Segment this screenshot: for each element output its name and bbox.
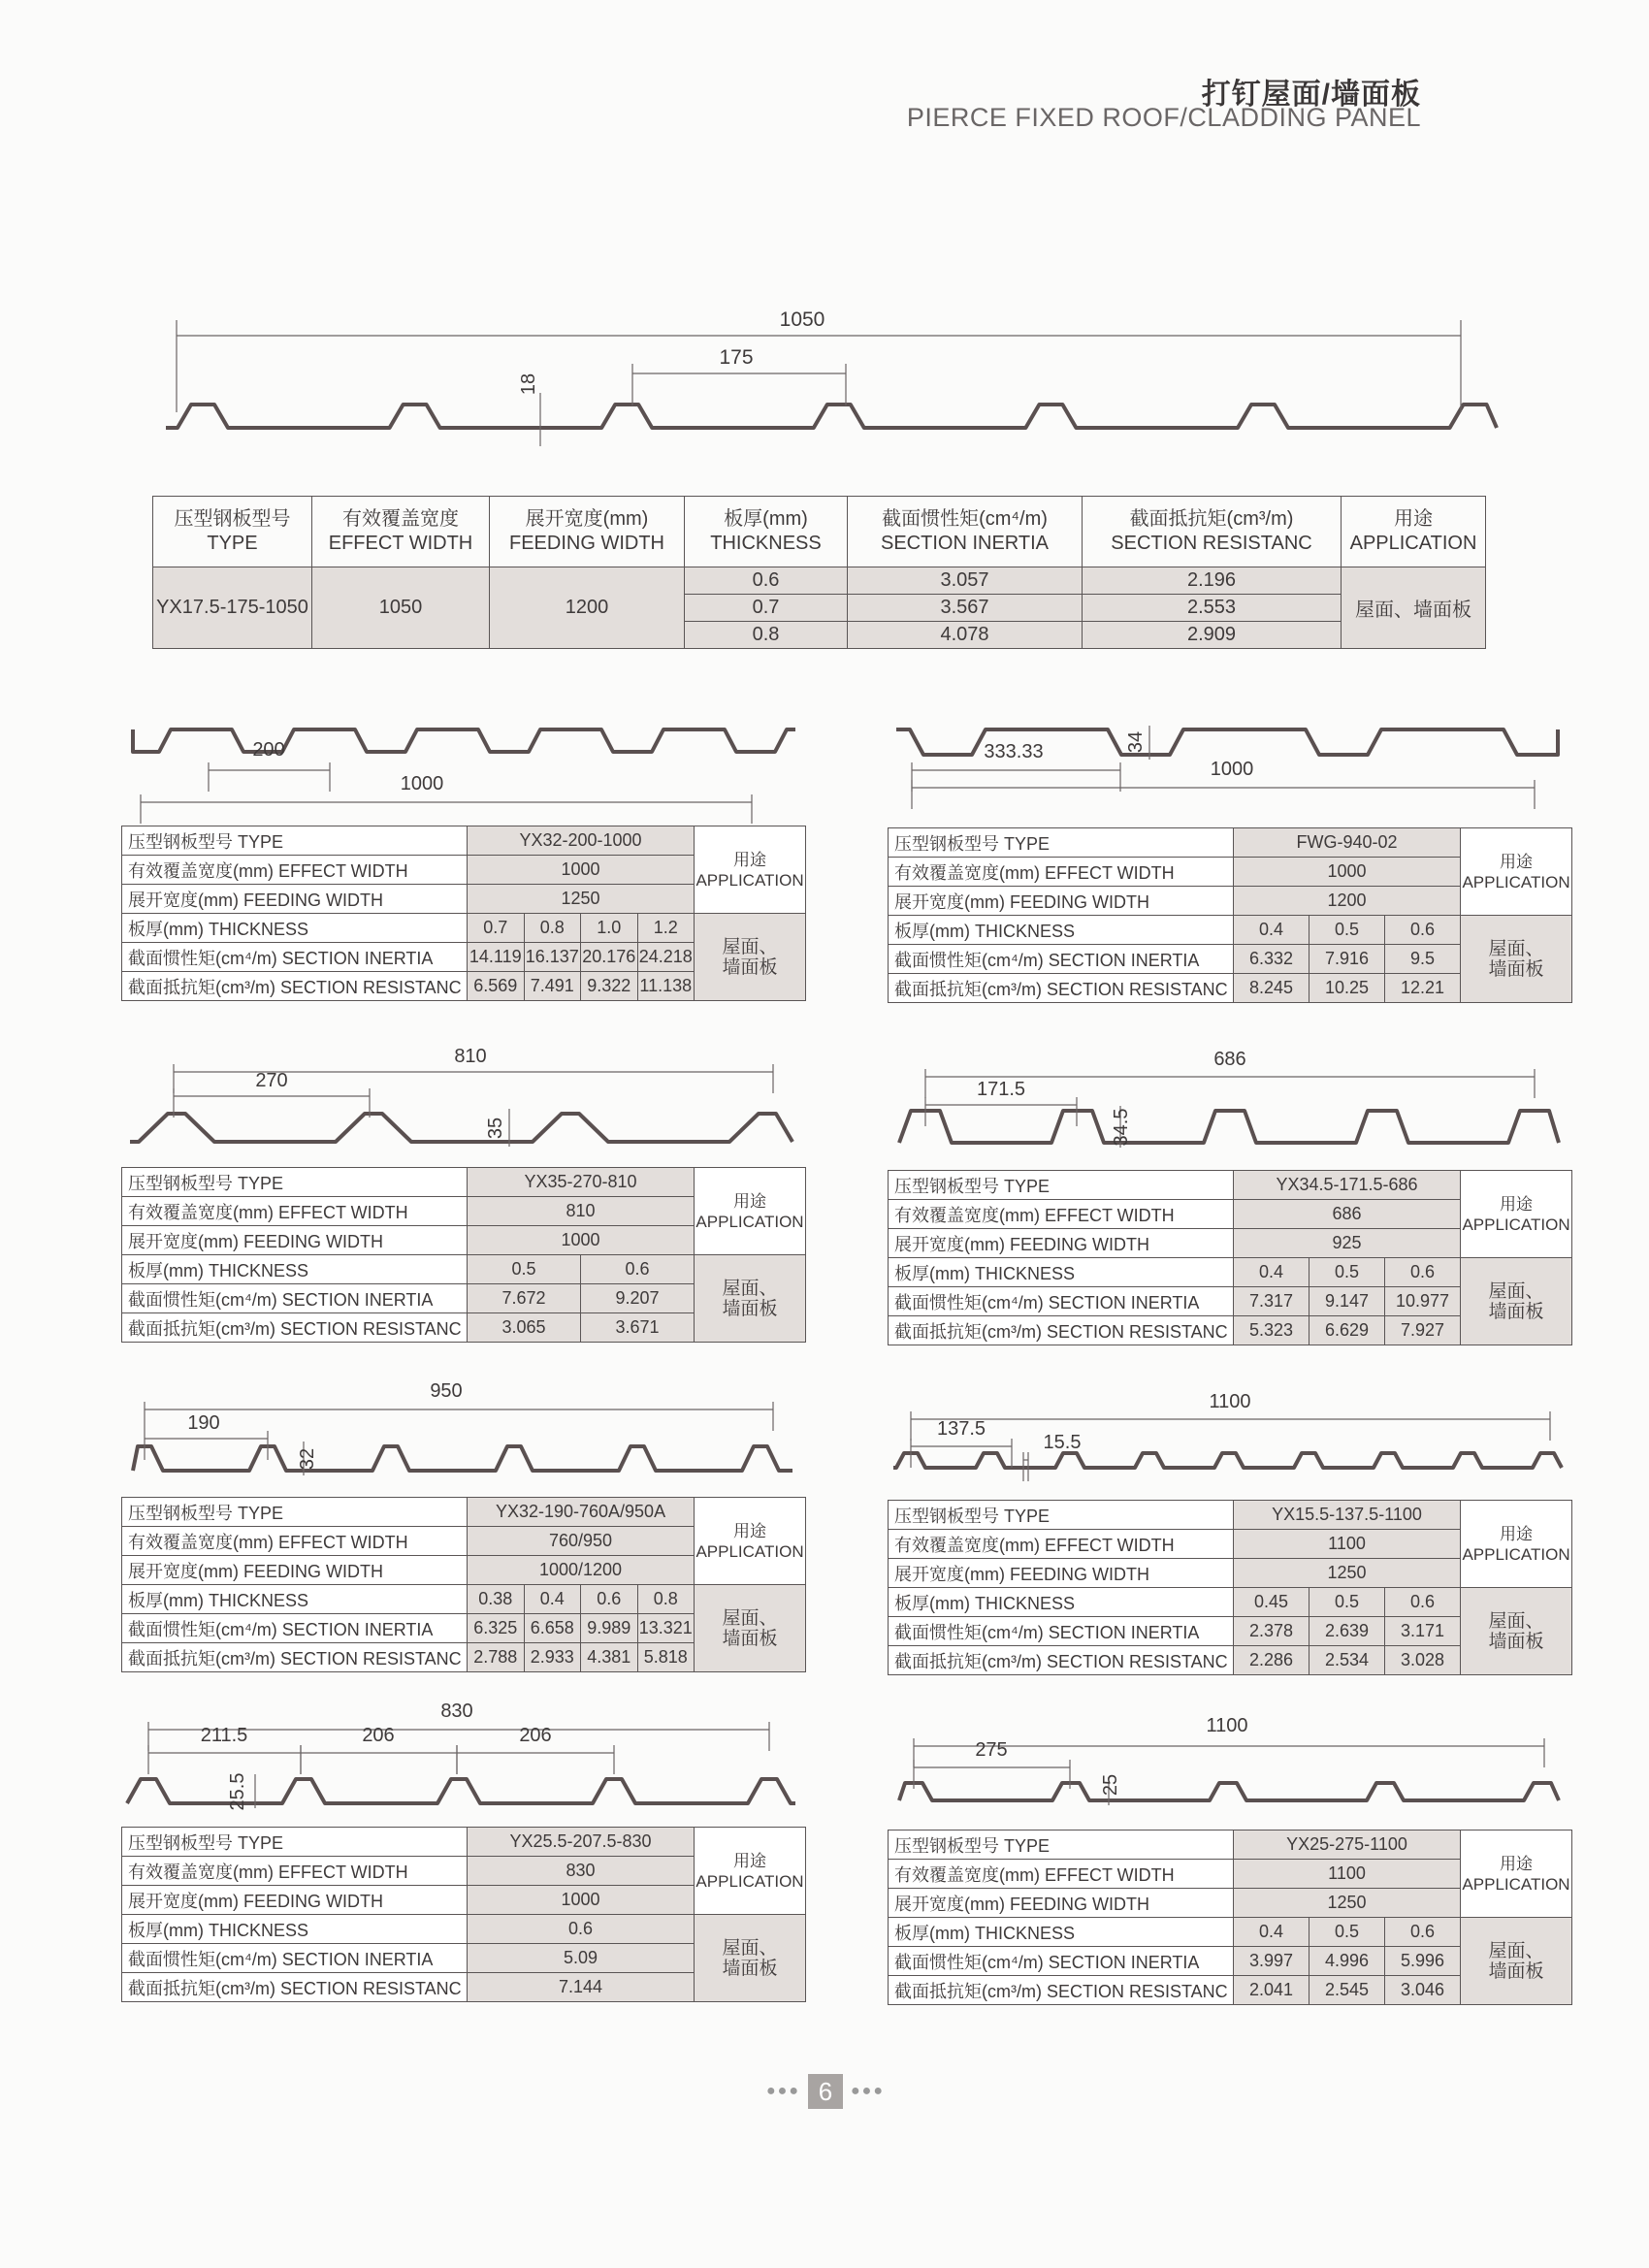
profile-line — [899, 1111, 1559, 1143]
application-header — [1461, 1501, 1572, 1588]
row-label-effect: 有效覆盖宽度(mm) EFFECT WIDTH — [889, 1200, 1234, 1229]
header-cn: 有效覆盖宽度 — [342, 508, 459, 530]
panel-profile-diagram — [888, 711, 1576, 823]
row-label-type: 压型钢板型号 TYPE — [889, 1171, 1234, 1200]
row-label-effect: 有效覆盖宽度(mm) EFFECT WIDTH — [122, 1527, 468, 1556]
cell-inertia: 24.218 — [637, 943, 695, 972]
dim-overall: 1050 — [779, 308, 825, 331]
dimension-label: 270 — [255, 1070, 288, 1091]
cell-inertia: 13.321 — [637, 1614, 695, 1643]
cell-resistance: 7.144 — [468, 1973, 695, 2002]
header-cell — [1083, 497, 1342, 567]
row-label-feeding: 展开宽度(mm) FEEDING WIDTH — [889, 1229, 1234, 1258]
dimension-label: 950 — [430, 1380, 463, 1402]
row-label-feeding: 展开宽度(mm) FEEDING WIDTH — [889, 887, 1234, 916]
row-label-resistance: 截面抵抗矩(cm³/m) SECTION RESISTANC — [122, 1973, 468, 2002]
panel-profile-diagram — [121, 1377, 810, 1489]
dim-pitch: 175 — [719, 346, 754, 369]
cell-inertia: 6.658 — [524, 1614, 581, 1643]
cell-thickness: 0.4 — [1234, 1918, 1310, 1947]
application-cn: 用途 — [733, 1851, 766, 1870]
row-label-type: 压型钢板型号 TYPE — [889, 1501, 1234, 1530]
cell-resistance: 2.041 — [1234, 1976, 1310, 2005]
cell-resistance: 9.322 — [581, 972, 638, 1001]
cell-inertia: 7.672 — [468, 1284, 581, 1313]
row-label-inertia: 截面惯性矩(cm⁴/m) SECTION INERTIA — [889, 1947, 1234, 1976]
cell-thickness: 0.8 — [637, 1585, 695, 1614]
top-spec-table — [152, 496, 1486, 649]
dots-decoration: ●●● — [766, 2083, 800, 2099]
cell-inertia: 9.989 — [581, 1614, 638, 1643]
cell-thickness: 0.6 — [685, 567, 848, 595]
header-en: SECTION RESISTANC — [1111, 533, 1312, 554]
panel-profile-diagram — [888, 1046, 1576, 1157]
row-label-type: 压型钢板型号 TYPE — [889, 1831, 1234, 1860]
application-header — [695, 826, 806, 914]
row-label-resistance: 截面抵抗矩(cm³/m) SECTION RESISTANC — [889, 974, 1234, 1003]
cell-thickness: 0.4 — [524, 1585, 581, 1614]
cell-thickness: 0.6 — [581, 1255, 695, 1284]
cell-resistance: 11.138 — [637, 972, 695, 1001]
cell-resistance: 2.933 — [524, 1643, 581, 1672]
cell-resistance: 8.245 — [1234, 974, 1310, 1003]
application-value-line: 屋面、 — [1488, 938, 1544, 959]
application-value-line: 墙面板 — [1488, 1631, 1544, 1652]
application-value — [695, 914, 806, 1001]
application-value-line: 屋面、 — [722, 936, 778, 957]
application-cn: 用途 — [1500, 1524, 1534, 1543]
dimension-label: 32 — [297, 1447, 318, 1471]
header-en: APPLICATION — [1349, 533, 1477, 554]
application-value-line: 墙面板 — [722, 1298, 778, 1319]
cell-resistance: 12.21 — [1385, 974, 1461, 1003]
header-en: TYPE — [207, 533, 258, 554]
cell-resistance: 7.927 — [1385, 1316, 1461, 1345]
dimension-label: 686 — [1213, 1049, 1246, 1070]
cell-inertia: 5.09 — [468, 1944, 695, 1973]
cell-thickness: 0.8 — [685, 622, 848, 649]
row-label-thickness: 板厚(mm) THICKNESS — [122, 1915, 468, 1944]
cell-resistance: 3.028 — [1385, 1646, 1461, 1675]
cell-thickness: 0.5 — [1310, 916, 1385, 945]
row-label-resistance: 截面抵抗矩(cm³/m) SECTION RESISTANC — [889, 1316, 1234, 1345]
profile-line — [166, 405, 1497, 428]
cell-inertia: 9.147 — [1310, 1287, 1385, 1316]
cell-type: YX25-275-1100 — [1234, 1831, 1461, 1860]
application-header — [695, 1168, 806, 1255]
cell-feeding: 1000/1200 — [468, 1556, 695, 1585]
application-value-line: 屋面、 — [1488, 1940, 1544, 1961]
dots-decoration: ●●● — [851, 2083, 885, 2099]
application-value-line: 屋面、 — [722, 1278, 778, 1299]
cell-thickness: 0.6 — [1385, 1588, 1461, 1617]
cell-resistance: 6.569 — [468, 972, 525, 1001]
row-label-effect: 有效覆盖宽度(mm) EFFECT WIDTH — [889, 858, 1234, 887]
cell-feeding: 1250 — [1234, 1559, 1461, 1588]
row-label-inertia: 截面惯性矩(cm⁴/m) SECTION INERTIA — [889, 945, 1234, 974]
dimension-label: 35 — [485, 1117, 506, 1140]
cell-resistance: 5.323 — [1234, 1316, 1310, 1345]
header-cn: 截面抵抗矩(cm³/m) — [1129, 508, 1294, 530]
application-value — [1461, 1588, 1572, 1675]
row-label-resistance: 截面抵抗矩(cm³/m) SECTION RESISTANC — [122, 972, 468, 1001]
cell-resistance: 2.545 — [1310, 1976, 1385, 2005]
cell-thickness: 0.8 — [524, 914, 581, 943]
cell-thickness: 1.0 — [581, 914, 638, 943]
header-cell — [1342, 497, 1486, 567]
cell-inertia: 3.997 — [1234, 1947, 1310, 1976]
cell-resistance: 2.534 — [1310, 1646, 1385, 1675]
cell-thickness: 0.6 — [468, 1915, 695, 1944]
row-label-thickness: 板厚(mm) THICKNESS — [889, 1588, 1234, 1617]
header-en: SECTION INERTIA — [881, 533, 1049, 554]
application-en: APPLICATION — [1462, 872, 1570, 891]
profile-line — [899, 1783, 1559, 1800]
panel-spec-table — [888, 1170, 1572, 1345]
cell-inertia: 7.317 — [1234, 1287, 1310, 1316]
dimension-label: 206 — [362, 1725, 395, 1746]
row-label-thickness: 板厚(mm) THICKNESS — [889, 1258, 1234, 1287]
panel-profile-diagram — [888, 1380, 1576, 1492]
cell-inertia: 6.332 — [1234, 945, 1310, 974]
cell-resistance: 2.909 — [1083, 622, 1342, 649]
application-value — [695, 1255, 806, 1343]
row-label-effect: 有效覆盖宽度(mm) EFFECT WIDTH — [122, 1857, 468, 1886]
cell-effect: 1100 — [1234, 1530, 1461, 1559]
application-cn: 用途 — [1500, 852, 1534, 871]
row-label-inertia: 截面惯性矩(cm⁴/m) SECTION INERTIA — [889, 1287, 1234, 1316]
cell-inertia: 9.5 — [1385, 945, 1461, 974]
dimension-label: 211.5 — [200, 1725, 248, 1746]
application-en: APPLICATION — [1462, 1544, 1570, 1564]
header-en: FEEDING WIDTH — [509, 533, 664, 554]
cell-resistance: 5.818 — [637, 1643, 695, 1672]
cell-thickness: 0.7 — [468, 914, 525, 943]
application-value — [695, 1585, 806, 1672]
application-value-line: 墙面板 — [722, 956, 778, 978]
panel-spec-table — [121, 1827, 806, 2002]
dimension-label: 1000 — [400, 773, 444, 794]
cell-resistance: 2.286 — [1234, 1646, 1310, 1675]
cell-effect: 1100 — [1234, 1860, 1461, 1889]
header-cn: 截面惯性矩(cm⁴/m) — [882, 508, 1048, 530]
application-en: APPLICATION — [695, 1871, 804, 1891]
panel-profile-diagram — [121, 708, 810, 820]
header-cell — [848, 497, 1083, 567]
cell-inertia: 9.207 — [581, 1284, 695, 1313]
row-label-inertia: 截面惯性矩(cm⁴/m) SECTION INERTIA — [889, 1617, 1234, 1646]
application-value-line: 墙面板 — [1488, 1960, 1544, 1982]
application-header — [1461, 828, 1572, 916]
row-label-resistance: 截面抵抗矩(cm³/m) SECTION RESISTANC — [889, 1976, 1234, 2005]
cell-thickness: 0.6 — [581, 1585, 638, 1614]
cell-type: YX25.5-207.5-830 — [468, 1828, 695, 1857]
application-header — [1461, 1831, 1572, 1918]
dimension-label: 25.5 — [227, 1772, 248, 1811]
profile-line — [893, 1453, 1562, 1468]
panel-spec-table — [121, 1497, 806, 1672]
dimension-label: 137.5 — [936, 1418, 986, 1440]
row-label-feeding: 展开宽度(mm) FEEDING WIDTH — [122, 1226, 468, 1255]
cell-inertia: 14.119 — [468, 943, 525, 972]
row-label-effect: 有效覆盖宽度(mm) EFFECT WIDTH — [889, 1860, 1234, 1889]
row-label-resistance: 截面抵抗矩(cm³/m) SECTION RESISTANC — [889, 1646, 1234, 1675]
header-cn: 板厚(mm) — [724, 508, 808, 530]
row-label-thickness: 板厚(mm) THICKNESS — [122, 1255, 468, 1284]
dimension-label: 1100 — [1206, 1715, 1248, 1736]
cell-resistance: 10.25 — [1310, 974, 1385, 1003]
header-cell — [312, 497, 490, 567]
row-label-feeding: 展开宽度(mm) FEEDING WIDTH — [122, 885, 468, 914]
application-value-line: 墙面板 — [722, 1958, 778, 1979]
cell-feeding: 925 — [1234, 1229, 1461, 1258]
row-label-inertia: 截面惯性矩(cm⁴/m) SECTION INERTIA — [122, 1284, 468, 1313]
dimension-label: 275 — [975, 1739, 1008, 1761]
row-label-thickness: 板厚(mm) THICKNESS — [889, 1918, 1234, 1947]
dimension-label: 1100 — [1209, 1391, 1251, 1412]
application-value-line: 屋面、 — [722, 1937, 778, 1959]
cell-thickness: 0.45 — [1234, 1588, 1310, 1617]
panel-profile-diagram — [888, 1705, 1576, 1817]
cell-inertia: 3.057 — [848, 567, 1083, 595]
application-cn: 用途 — [733, 1191, 766, 1211]
header-cell — [490, 497, 685, 567]
cell-inertia: 10.977 — [1385, 1287, 1461, 1316]
application-cn: 用途 — [733, 850, 767, 869]
cell-inertia: 2.639 — [1310, 1617, 1385, 1646]
dimension-label: 200 — [252, 739, 285, 761]
cell-resistance: 3.046 — [1385, 1976, 1461, 2005]
cell-thickness: 0.4 — [1234, 916, 1310, 945]
header-en: EFFECT WIDTH — [328, 533, 473, 554]
header-cn: 用途 — [1394, 508, 1433, 530]
cell-inertia: 4.078 — [848, 622, 1083, 649]
cell-resistance: 2.553 — [1083, 595, 1342, 622]
cell-effect: 1000 — [1234, 858, 1461, 887]
cell-inertia: 4.996 — [1310, 1947, 1385, 1976]
application-cn: 用途 — [1500, 1194, 1534, 1214]
panel-profile-diagram — [121, 1043, 810, 1154]
cell-thickness: 0.38 — [468, 1585, 525, 1614]
application-value — [1461, 916, 1572, 1003]
cell-thickness: 0.5 — [468, 1255, 581, 1284]
cell-resistance: 3.671 — [581, 1313, 695, 1343]
cell-thickness: 0.6 — [1385, 916, 1461, 945]
cell-effect: 830 — [468, 1857, 695, 1886]
panel-spec-table — [888, 1500, 1572, 1675]
dimension-label: 206 — [519, 1725, 552, 1746]
cell-type: YX17.5-175-1050 — [153, 567, 312, 649]
panel-spec-table — [888, 1830, 1572, 2005]
application-value — [1461, 1258, 1572, 1345]
panel-profile-diagram — [121, 1702, 810, 1814]
cell-feeding: 1000 — [468, 1226, 695, 1255]
cell-effect: 686 — [1234, 1200, 1461, 1229]
row-label-type: 压型钢板型号 TYPE — [122, 1828, 468, 1857]
cell-resistance: 3.065 — [468, 1313, 581, 1343]
row-label-effect: 有效覆盖宽度(mm) EFFECT WIDTH — [122, 1197, 468, 1226]
application-value-line: 屋面、 — [1488, 1280, 1544, 1302]
cell-thickness: 0.6 — [1385, 1258, 1461, 1287]
cell-feeding: 1000 — [468, 1886, 695, 1915]
profile-line — [133, 729, 795, 752]
application-en: APPLICATION — [1462, 1215, 1570, 1234]
application-value-line: 墙面板 — [722, 1628, 778, 1649]
row-label-inertia: 截面惯性矩(cm⁴/m) SECTION INERTIA — [122, 943, 468, 972]
row-label-inertia: 截面惯性矩(cm⁴/m) SECTION INERTIA — [122, 1614, 468, 1643]
cell-thickness: 0.5 — [1310, 1588, 1385, 1617]
dimension-label: 15.5 — [1043, 1432, 1082, 1453]
application-header — [1461, 1171, 1572, 1258]
cell-inertia: 5.996 — [1385, 1947, 1461, 1976]
cell-type: YX32-190-760A/950A — [468, 1498, 695, 1527]
page-number-indicator — [766, 2074, 885, 2109]
application-en: APPLICATION — [695, 1212, 804, 1231]
application-value-line: 墙面板 — [1488, 958, 1544, 980]
row-label-resistance: 截面抵抗矩(cm³/m) SECTION RESISTANC — [122, 1313, 468, 1343]
row-label-type: 压型钢板型号 TYPE — [122, 1168, 468, 1197]
row-label-thickness: 板厚(mm) THICKNESS — [122, 914, 468, 943]
application-header — [695, 1828, 806, 1915]
row-label-type: 压型钢板型号 TYPE — [122, 1498, 468, 1527]
cell-resistance: 6.629 — [1310, 1316, 1385, 1345]
cell-inertia: 6.325 — [468, 1614, 525, 1643]
cell-feeding: 1250 — [468, 885, 695, 914]
cell-effect: 1000 — [468, 856, 695, 885]
cell-inertia: 16.137 — [524, 943, 581, 972]
cell-type: YX15.5-137.5-1100 — [1234, 1501, 1461, 1530]
cell-application: 屋面、墙面板 — [1342, 567, 1486, 649]
cell-resistance: 2.196 — [1083, 567, 1342, 595]
cell-thickness: 0.5 — [1310, 1918, 1385, 1947]
application-cn: 用途 — [733, 1521, 767, 1540]
page-title-en: PIERCE FIXED ROOF/CLADDING PANEL — [906, 103, 1421, 132]
row-label-inertia: 截面惯性矩(cm⁴/m) SECTION INERTIA — [122, 1944, 468, 1973]
header-cell — [685, 497, 848, 567]
page-number: 6 — [808, 2074, 843, 2109]
cell-inertia: 20.176 — [581, 943, 638, 972]
cell-resistance: 2.788 — [468, 1643, 525, 1672]
application-value-line: 墙面板 — [1488, 1301, 1544, 1322]
row-label-type: 压型钢板型号 TYPE — [889, 828, 1234, 858]
cell-type: YX34.5-171.5-686 — [1234, 1171, 1461, 1200]
dimension-label: 333.33 — [984, 741, 1044, 762]
application-cn: 用途 — [1500, 1854, 1533, 1873]
row-label-feeding: 展开宽度(mm) FEEDING WIDTH — [889, 1559, 1234, 1588]
row-label-effect: 有效覆盖宽度(mm) EFFECT WIDTH — [889, 1530, 1234, 1559]
panel-spec-table — [121, 1167, 806, 1343]
cell-effect: 810 — [468, 1197, 695, 1226]
cell-type: YX35-270-810 — [468, 1168, 695, 1197]
panel-spec-table — [121, 826, 806, 1001]
row-label-resistance: 截面抵抗矩(cm³/m) SECTION RESISTANC — [122, 1643, 468, 1672]
application-en: APPLICATION — [695, 870, 804, 890]
cell-resistance: 4.381 — [581, 1643, 638, 1672]
dimension-label: 171.5 — [976, 1079, 1026, 1100]
header-en: THICKNESS — [710, 533, 822, 554]
application-value — [1461, 1918, 1572, 2005]
application-value-line: 屋面、 — [722, 1607, 778, 1629]
row-label-feeding: 展开宽度(mm) FEEDING WIDTH — [889, 1889, 1234, 1918]
cell-thickness: 0.4 — [1234, 1258, 1310, 1287]
header-cn: 压型钢板型号 — [174, 508, 291, 530]
header-cn: 展开宽度(mm) — [525, 508, 649, 530]
profile-line — [130, 1114, 792, 1142]
cell-feeding: 1200 — [1234, 887, 1461, 916]
dimension-label: 810 — [454, 1046, 487, 1067]
cell-type: YX32-200-1000 — [468, 826, 695, 856]
row-label-effect: 有效覆盖宽度(mm) EFFECT WIDTH — [122, 856, 468, 885]
row-label-feeding: 展开宽度(mm) FEEDING WIDTH — [122, 1886, 468, 1915]
cell-effect: 760/950 — [468, 1527, 695, 1556]
header-cell — [153, 497, 312, 567]
cell-thickness: 0.6 — [1385, 1918, 1461, 1947]
top-profile-diagram — [152, 291, 1510, 446]
application-value-line: 屋面、 — [1488, 1610, 1544, 1632]
dimension-label: 34 — [1125, 730, 1147, 754]
row-label-feeding: 展开宽度(mm) FEEDING WIDTH — [122, 1556, 468, 1585]
dimension-label: 190 — [187, 1412, 220, 1434]
cell-resistance: 7.491 — [524, 972, 581, 1001]
cell-feeding-width: 1200 — [490, 567, 685, 649]
cell-thickness: 0.7 — [685, 595, 848, 622]
dimension-label: 34.5 — [1111, 1108, 1132, 1147]
application-en: APPLICATION — [1462, 1874, 1570, 1894]
cell-thickness: 0.5 — [1310, 1258, 1385, 1287]
cell-inertia: 7.916 — [1310, 945, 1385, 974]
row-label-thickness: 板厚(mm) THICKNESS — [122, 1585, 468, 1614]
dimension-label: 25 — [1100, 1773, 1121, 1797]
dimension-label: 1000 — [1210, 759, 1254, 780]
application-header — [695, 1498, 806, 1585]
panel-spec-table — [888, 827, 1572, 1003]
row-label-type: 压型钢板型号 TYPE — [122, 826, 468, 856]
application-en: APPLICATION — [695, 1541, 804, 1561]
profile-line — [133, 1446, 792, 1471]
cell-type: FWG-940-02 — [1234, 828, 1461, 858]
row-label-thickness: 板厚(mm) THICKNESS — [889, 916, 1234, 945]
cell-inertia: 3.567 — [848, 595, 1083, 622]
cell-inertia: 2.378 — [1234, 1617, 1310, 1646]
dim-height: 18 — [518, 373, 539, 396]
cell-effect-width: 1050 — [312, 567, 490, 649]
cell-feeding: 1250 — [1234, 1889, 1461, 1918]
page-title-cn: 打钉屋面/墙面板 — [1201, 79, 1421, 111]
application-value — [695, 1915, 806, 2002]
dimension-label: 830 — [440, 1701, 473, 1722]
cell-thickness: 1.2 — [637, 914, 695, 943]
cell-inertia: 3.171 — [1385, 1617, 1461, 1646]
